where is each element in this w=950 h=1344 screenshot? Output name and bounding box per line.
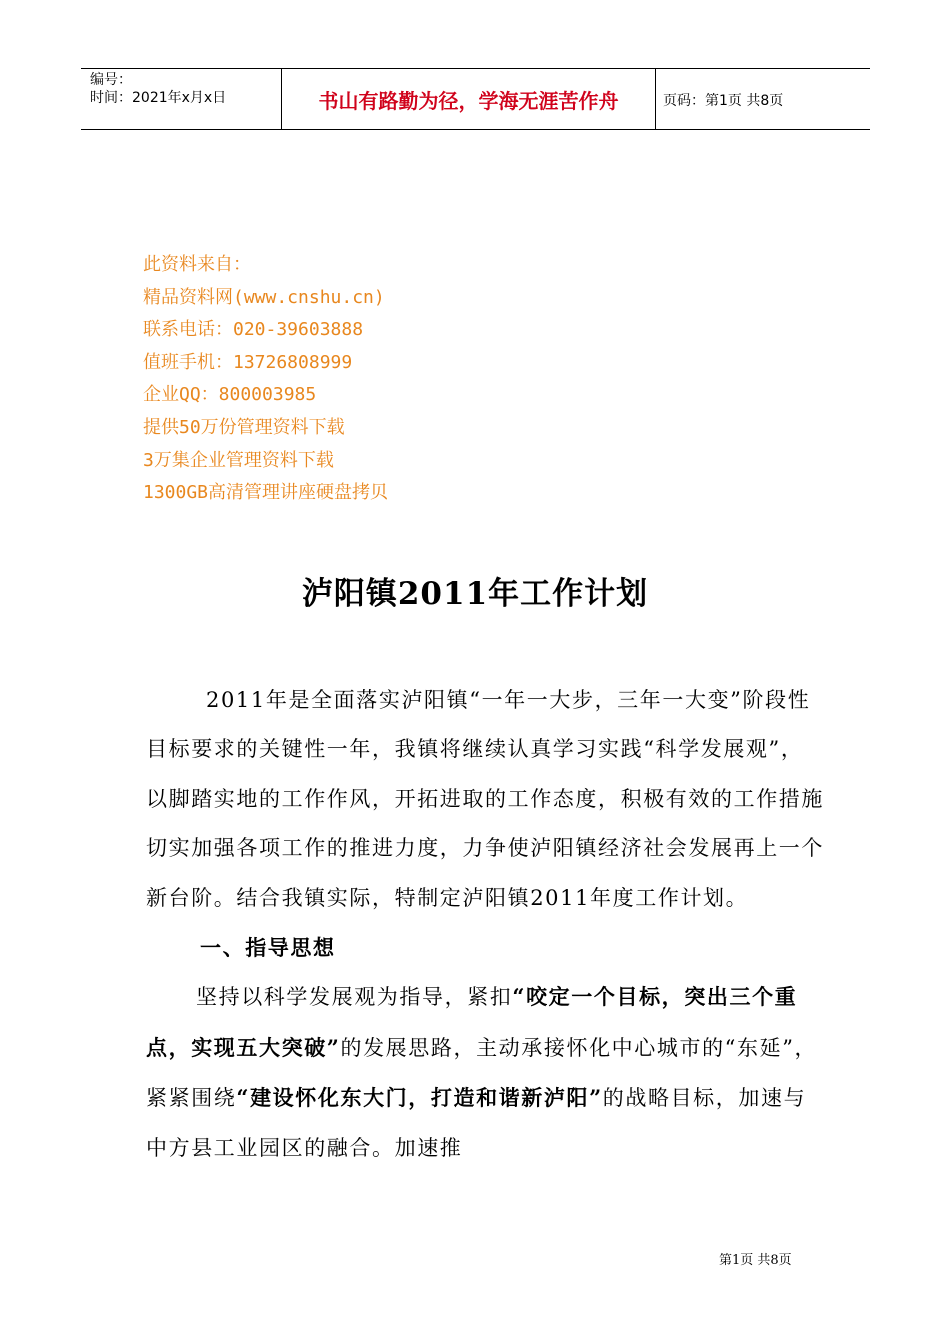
promo-line: 值班手机：13726808999	[143, 351, 353, 373]
paragraph-text: 的发展思路，主动承接怀化中心城市的“东延”，紧紧围绕	[146, 1035, 818, 1111]
promo-line: 精品资料网(www.cnshu.cn)	[143, 286, 385, 308]
header-divider	[655, 69, 656, 129]
promo-line: 1300GB高清管理讲座硬盘拷贝	[143, 482, 389, 504]
header-left-cell	[90, 71, 226, 107]
bold-phrase: “咬定一个目标，突出三个重点，实现五大突破”	[146, 984, 798, 1060]
time-label: 时间：2021年x月x日	[90, 90, 227, 106]
page-footer: 第1页 共8页	[719, 1253, 792, 1268]
promo-line: 联系电话：020-39603888	[143, 319, 364, 341]
promo-block	[143, 252, 388, 513]
document-body	[146, 676, 826, 1173]
guiding-paragraph	[146, 972, 826, 1173]
promo-line: 此资料来自：	[143, 254, 251, 275]
promo-line: 提供50万份管理资料下载	[143, 416, 345, 438]
intro-paragraph: 2011年是全面落实泸阳镇“一年一大步，三年一大变”阶段性目标要求的关键性一年，我镇将继续认真学习实践“科学发展观”，以脚踏实地的工作作风，开拓进取的工作态度，积极有效的工作措施切实加强各项工作的推进力度，力争使泸阳镇经济社会发展再上一个新台阶。结合我镇实际，特制定泸阳镇2011年度工作计划。	[146, 688, 824, 910]
paragraph-text: 的战略目标，加速与中方县工业园区的融合。加速推	[146, 1086, 807, 1160]
number-label: 编号：	[90, 72, 132, 88]
document-title: 泸阳镇2011年工作计划	[301, 576, 649, 612]
paragraph-text: 坚持以科学发展观为指导，紧扣	[196, 985, 513, 1010]
header-page-label: 页码：第1页 共8页	[663, 93, 784, 109]
promo-line: 企业QQ：800003985	[143, 384, 317, 406]
header-motto: 书山有路勤为径，学海无涯苦作舟	[318, 88, 619, 113]
bold-phrase: “建设怀化东大门，打造和谐新泸阳”	[236, 1085, 603, 1111]
header-table	[81, 68, 870, 130]
section-heading: 一、指导思想	[200, 935, 336, 961]
promo-line: 3万集企业管理资料下载	[143, 449, 334, 471]
